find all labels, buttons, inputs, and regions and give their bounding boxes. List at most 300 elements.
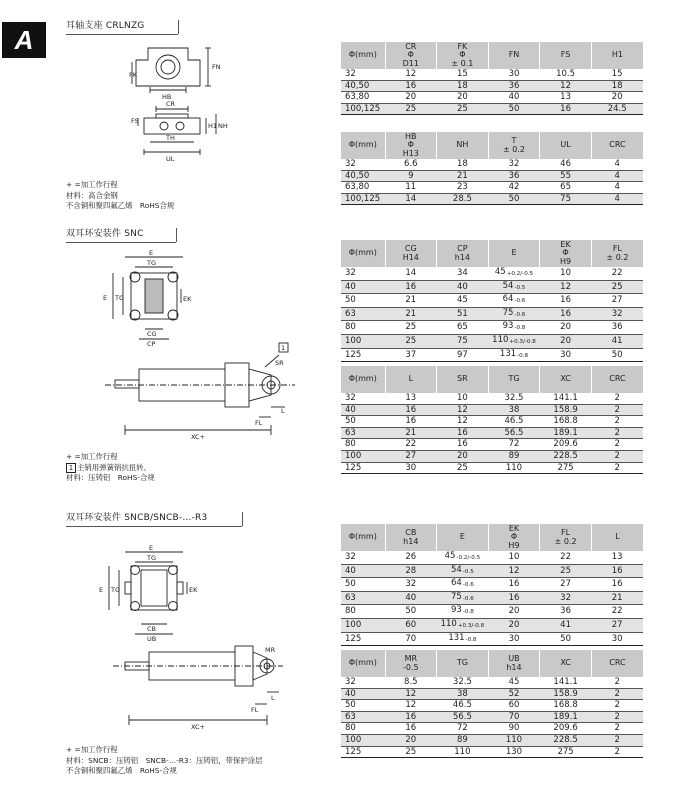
table-cell: 25: [385, 321, 437, 335]
table-cell: 20: [540, 321, 592, 335]
table-cell: 130: [488, 746, 540, 758]
table-cell: 30: [591, 632, 643, 646]
table-cell: 50: [591, 348, 643, 362]
table-cell: 16: [437, 427, 489, 439]
table-cell: 75-0.6: [488, 307, 540, 321]
dim-xc: XC+: [191, 723, 205, 731]
table-cell: 32: [591, 307, 643, 321]
table-cell: 40: [488, 92, 540, 104]
rohs-note: 不含铜和聚四氟乙烯 RoHS合规: [66, 201, 175, 210]
header-line: FN: [508, 50, 520, 60]
header-line: SR: [457, 374, 468, 384]
table-cell: 40,50: [341, 170, 385, 182]
dim-cr: CR: [166, 100, 176, 108]
table-cell: 63,80: [341, 92, 385, 104]
dim-tg-top: TG: [147, 554, 157, 562]
table-cell: 75: [540, 193, 592, 205]
table-row: [341, 605, 643, 619]
table-cell: 22: [591, 605, 643, 619]
table-cell: 16: [437, 439, 489, 451]
table-cell: 12: [385, 700, 437, 712]
table-cell: 16: [488, 591, 540, 605]
dim-ek: EK: [189, 586, 198, 594]
table-cell: 100,125: [341, 193, 385, 205]
table-cell: 16: [591, 578, 643, 592]
header-line: H1: [611, 50, 623, 60]
table-cell: 2: [591, 427, 643, 439]
table-cell: 168.8: [540, 416, 592, 428]
header-line: h14: [506, 662, 522, 672]
header-line: Φ(mm): [348, 658, 377, 668]
table-cell: 15: [591, 69, 643, 80]
table-cell: 28.5: [437, 193, 489, 205]
header-line: Φ(mm): [348, 532, 377, 542]
table-cell: 12: [437, 416, 489, 428]
header-line: FK: [457, 41, 468, 51]
column-header: [540, 524, 592, 551]
table-cell: 40,50: [341, 80, 385, 92]
dim-sr: SR: [275, 359, 284, 367]
table-cell: 32: [341, 267, 385, 280]
column-header: [341, 524, 385, 551]
column-header: [437, 42, 489, 69]
table-cell: 64-0.6: [488, 294, 540, 308]
column-header: [385, 366, 437, 393]
table-row: [341, 80, 643, 92]
table-cell: 8.5: [385, 677, 437, 688]
header-line: -0.5: [402, 662, 419, 672]
table-cell: 30: [540, 348, 592, 362]
table-row: [341, 564, 643, 578]
header-line: Φ: [459, 50, 466, 60]
table-cell: 25: [385, 746, 437, 758]
table-cell: 2: [591, 746, 643, 758]
table-cell: 14: [385, 267, 437, 280]
table-cell: 20: [385, 92, 437, 104]
table-cell: 100,125: [341, 103, 385, 115]
dim-mr: MR: [265, 646, 276, 654]
table-cell: 50: [341, 294, 385, 308]
table-cell: 36: [540, 605, 592, 619]
table-cell: 158.9: [540, 404, 592, 416]
table-cell: 30: [488, 632, 540, 646]
table-row: [341, 591, 643, 605]
table-cell: 16: [385, 280, 437, 294]
crlnzg-table-1: [341, 42, 643, 115]
table-cell: 2: [591, 688, 643, 700]
table-cell: 6.6: [385, 159, 437, 170]
table-cell: 25: [437, 103, 489, 115]
table-cell: 45-0.2/-0.5: [437, 551, 489, 564]
table-cell: 23: [437, 182, 489, 194]
table-cell: 25: [385, 103, 437, 115]
sncb-table-1: [341, 524, 643, 646]
table-cell: 20: [385, 734, 437, 746]
table-cell: 80: [341, 439, 385, 451]
section-notes-snc: [66, 452, 155, 484]
column-header: [437, 650, 489, 677]
table-cell: 12: [385, 688, 437, 700]
header-line: ± 0.1: [451, 58, 474, 68]
table-cell: 275: [540, 746, 592, 758]
table-cell: 20: [488, 618, 540, 632]
table-cell: 12: [385, 69, 437, 80]
table-cell: 2: [591, 439, 643, 451]
table-cell: 11: [385, 182, 437, 194]
dim-h1: H1: [208, 122, 218, 130]
header-line: TG: [508, 374, 520, 384]
header-line: Φ(mm): [348, 374, 377, 384]
table-cell: 42: [488, 182, 540, 194]
table-cell: 275: [540, 462, 592, 474]
table-cell: 16: [385, 80, 437, 92]
table-row: [341, 416, 643, 428]
table-cell: 100: [341, 450, 385, 462]
table-cell: 93-0.8: [437, 605, 489, 619]
table-cell: 55: [540, 170, 592, 182]
table-cell: 63: [341, 591, 385, 605]
table-cell: 209.6: [540, 723, 592, 735]
table-cell: 37: [385, 348, 437, 362]
table-cell: 50: [488, 103, 540, 115]
dim-fn: FN: [212, 63, 221, 71]
table-cell: 16: [540, 294, 592, 308]
table-cell: 28: [385, 564, 437, 578]
table-cell: 13: [591, 551, 643, 564]
table-row: [341, 334, 643, 348]
table-cell: 65: [437, 321, 489, 335]
table-row: [341, 677, 643, 688]
column-header: [488, 42, 540, 69]
table-row: [341, 103, 643, 115]
table-cell: 10: [437, 393, 489, 404]
table-cell: 65: [540, 182, 592, 194]
table-row: [341, 734, 643, 746]
table-cell: 41: [540, 618, 592, 632]
column-header: [437, 366, 489, 393]
dim-e-top: E: [149, 544, 154, 552]
table-cell: 12: [540, 80, 592, 92]
table-cell: 16: [385, 404, 437, 416]
table-cell: 54-0.5: [488, 280, 540, 294]
table-cell: 158.9: [540, 688, 592, 700]
header-line: UL: [560, 140, 571, 150]
header-line: XC: [560, 658, 571, 668]
table-cell: 30: [488, 69, 540, 80]
table-cell: 50: [341, 416, 385, 428]
table-cell: 80: [341, 605, 385, 619]
table-cell: 50: [540, 632, 592, 646]
table-cell: 110+0.3/-0.8: [437, 618, 489, 632]
table-cell: 21: [385, 427, 437, 439]
table-row: [341, 69, 643, 80]
table-row: [341, 688, 643, 700]
table-cell: 40: [437, 280, 489, 294]
table-cell: 110: [488, 734, 540, 746]
table-cell: 10: [488, 551, 540, 564]
table-cell: 90: [488, 723, 540, 735]
header-line: EK: [560, 239, 571, 249]
table-cell: 228.5: [540, 450, 592, 462]
table-cell: 63: [341, 307, 385, 321]
dim-l: L: [281, 407, 285, 415]
table-cell: 100: [341, 334, 385, 348]
table-cell: 32: [488, 159, 540, 170]
header-line: CB: [405, 528, 417, 537]
column-header: [591, 524, 643, 551]
column-header: [385, 132, 437, 159]
dim-th: TH: [166, 134, 175, 142]
table-cell: 4: [591, 170, 643, 182]
table-cell: 41: [591, 334, 643, 348]
table-row: [341, 182, 643, 194]
table-row: [341, 746, 643, 758]
table-cell: 131-0.8: [437, 632, 489, 646]
column-header: [437, 132, 489, 159]
table-cell: 64-0.6: [437, 578, 489, 592]
table-row: [341, 618, 643, 632]
column-header: [591, 132, 643, 159]
table-cell: 21: [385, 307, 437, 321]
header-line: ± 0.2: [503, 144, 525, 154]
table-cell: 14: [385, 193, 437, 205]
table-cell: 27: [540, 578, 592, 592]
table-cell: 16: [540, 103, 592, 115]
table-cell: 4: [591, 193, 643, 205]
table-cell: 32: [341, 69, 385, 80]
dim-tg-top: TG: [147, 259, 157, 267]
column-header: [341, 42, 385, 69]
table-cell: 21: [591, 591, 643, 605]
table-cell: 34: [437, 267, 489, 280]
table-cell: 13: [385, 393, 437, 404]
material-note: 材料：压铸铝 RoHS-合规: [66, 473, 155, 482]
column-header: [341, 132, 385, 159]
table-cell: 110+0.3/-0.8: [488, 334, 540, 348]
table-cell: 50: [341, 578, 385, 592]
table-cell: 36: [488, 80, 540, 92]
dim-hb: HB: [162, 93, 172, 101]
column-header: [437, 240, 489, 267]
table-row: [341, 267, 643, 280]
table-cell: 18: [437, 159, 489, 170]
table-cell: 56.5: [437, 711, 489, 723]
table-cell: 2: [591, 404, 643, 416]
column-header: [591, 240, 643, 267]
table-cell: 40: [385, 591, 437, 605]
header-line: Φ: [407, 50, 414, 60]
table-cell: 63,80: [341, 182, 385, 194]
column-header: [488, 366, 540, 393]
header-line: FL: [612, 244, 622, 253]
table-cell: 2: [591, 700, 643, 712]
dim-e-left: E: [103, 294, 108, 302]
table-cell: 45: [488, 677, 540, 688]
table-cell: 2: [591, 462, 643, 474]
table-cell: 24.5: [591, 103, 643, 115]
column-header: [488, 132, 540, 159]
column-header: [540, 132, 592, 159]
dim-nh: NH: [218, 122, 228, 130]
header-line: FS: [560, 50, 571, 60]
table-cell: 32: [540, 591, 592, 605]
table-cell: 50: [385, 605, 437, 619]
section-notes-crlnzg: [66, 180, 174, 212]
table-cell: 131-0.8: [488, 348, 540, 362]
table-cell: 4: [591, 182, 643, 194]
table-cell: 25: [437, 462, 489, 474]
table-cell: 20: [488, 605, 540, 619]
table-cell: 89: [488, 450, 540, 462]
dim-tg-left: TG: [111, 586, 121, 594]
table-cell: 110: [437, 746, 489, 758]
table-cell: 2: [591, 450, 643, 462]
header-line: D11: [402, 58, 419, 68]
header-line: H14: [402, 252, 419, 262]
header-line: ± 0.2: [554, 536, 577, 546]
callout-1: 1: [281, 344, 286, 352]
table-cell: 32: [341, 159, 385, 170]
table-row: [341, 723, 643, 735]
column-header: [437, 524, 489, 551]
table-cell: 70: [385, 632, 437, 646]
column-header: [540, 650, 592, 677]
table-cell: 21: [437, 170, 489, 182]
table-cell: 46.5: [437, 700, 489, 712]
table-cell: 125: [341, 348, 385, 362]
table-cell: 20: [540, 334, 592, 348]
table-cell: 25: [540, 564, 592, 578]
rohs-note: 不含铜和聚四氟乙烯 RoHS-合规: [66, 766, 177, 775]
header-line: Φ(mm): [348, 248, 377, 258]
header-line: CR: [405, 41, 417, 51]
table-row: [341, 159, 643, 170]
table-cell: 10.5: [540, 69, 592, 80]
header-line: XC: [560, 374, 571, 384]
table-cell: 50: [341, 700, 385, 712]
header-line: H9: [508, 540, 520, 550]
table-cell: 9: [385, 170, 437, 182]
table-row: [341, 280, 643, 294]
table-row: [341, 462, 643, 474]
table-cell: 125: [341, 632, 385, 646]
stroke-note: + =加工作行程: [66, 180, 118, 189]
table-cell: 141.1: [540, 677, 592, 688]
crlnzg-drawing: [130, 40, 240, 165]
table-cell: 75: [437, 334, 489, 348]
header-line: L: [615, 532, 620, 542]
table-cell: 97: [437, 348, 489, 362]
table-cell: 27: [385, 450, 437, 462]
table-cell: 21: [385, 294, 437, 308]
table-row: [341, 711, 643, 723]
table-cell: 60: [385, 618, 437, 632]
column-header: [488, 524, 540, 551]
table-cell: 56.5: [488, 427, 540, 439]
table-cell: 15: [437, 69, 489, 80]
table-cell: 52: [488, 688, 540, 700]
table-cell: 54-0.5: [437, 564, 489, 578]
table-row: [341, 170, 643, 182]
table-row: [341, 551, 643, 564]
table-cell: 168.8: [540, 700, 592, 712]
table-cell: 16: [385, 711, 437, 723]
header-line: Φ: [510, 532, 518, 542]
dim-fs: FS: [131, 117, 139, 125]
table-cell: 27: [591, 618, 643, 632]
header-line: L: [408, 374, 414, 384]
table-row: [341, 578, 643, 592]
header-line: h14: [403, 536, 419, 546]
snc-table-1: [341, 240, 643, 362]
header-line: EK: [508, 523, 520, 533]
table-cell: 72: [437, 723, 489, 735]
table-cell: 10: [540, 267, 592, 280]
table-cell: 16: [488, 578, 540, 592]
column-header: [385, 42, 437, 69]
section-title-sncb: 双耳环安装件 SNCB/SNCB-…-R3: [66, 512, 242, 527]
header-line: UB: [508, 654, 520, 663]
snc-table-2: [341, 366, 643, 474]
column-header: [591, 42, 643, 69]
table-cell: 36: [591, 321, 643, 335]
header-line: ± 0.2: [606, 252, 629, 262]
header-line: Φ: [562, 248, 569, 258]
header-line: CRC: [609, 374, 626, 384]
table-cell: 40: [341, 280, 385, 294]
header-line: CG: [404, 244, 417, 253]
table-cell: 18: [591, 80, 643, 92]
dim-fl: FL: [251, 706, 259, 714]
table-cell: 70: [488, 711, 540, 723]
dim-fk: FK: [129, 71, 138, 79]
column-header: [385, 240, 437, 267]
table-cell: 80: [341, 321, 385, 335]
table-cell: 80: [341, 723, 385, 735]
table-row: [341, 321, 643, 335]
column-header: [385, 524, 437, 551]
header-line: NH: [456, 140, 469, 150]
section-title-crlnzg: 耳轴支座 CRLNZG: [66, 20, 178, 35]
table-cell: 45: [437, 294, 489, 308]
table-cell: 25: [591, 280, 643, 294]
table-row: [341, 348, 643, 362]
table-cell: 2: [591, 723, 643, 735]
snc-drawing: [95, 245, 300, 445]
table-cell: 32.5: [437, 677, 489, 688]
stroke-note: + =加工作行程: [66, 745, 118, 754]
table-cell: 20: [437, 92, 489, 104]
table-cell: 40: [341, 688, 385, 700]
crlnzg-table-2: [341, 132, 643, 205]
table-row: [341, 450, 643, 462]
table-cell: 72: [488, 439, 540, 451]
table-cell: 40: [341, 564, 385, 578]
section-notes-sncb: [66, 745, 263, 777]
header-line: HB: [405, 131, 417, 141]
table-row: [341, 404, 643, 416]
column-header: [591, 366, 643, 393]
column-header: [540, 240, 592, 267]
table-cell: 63: [341, 711, 385, 723]
table-cell: 12: [437, 404, 489, 416]
header-line: T: [511, 136, 517, 145]
table-cell: 16: [385, 723, 437, 735]
table-cell: 38: [437, 688, 489, 700]
column-header: [488, 240, 540, 267]
column-header: [540, 42, 592, 69]
header-line: CP: [457, 244, 468, 253]
